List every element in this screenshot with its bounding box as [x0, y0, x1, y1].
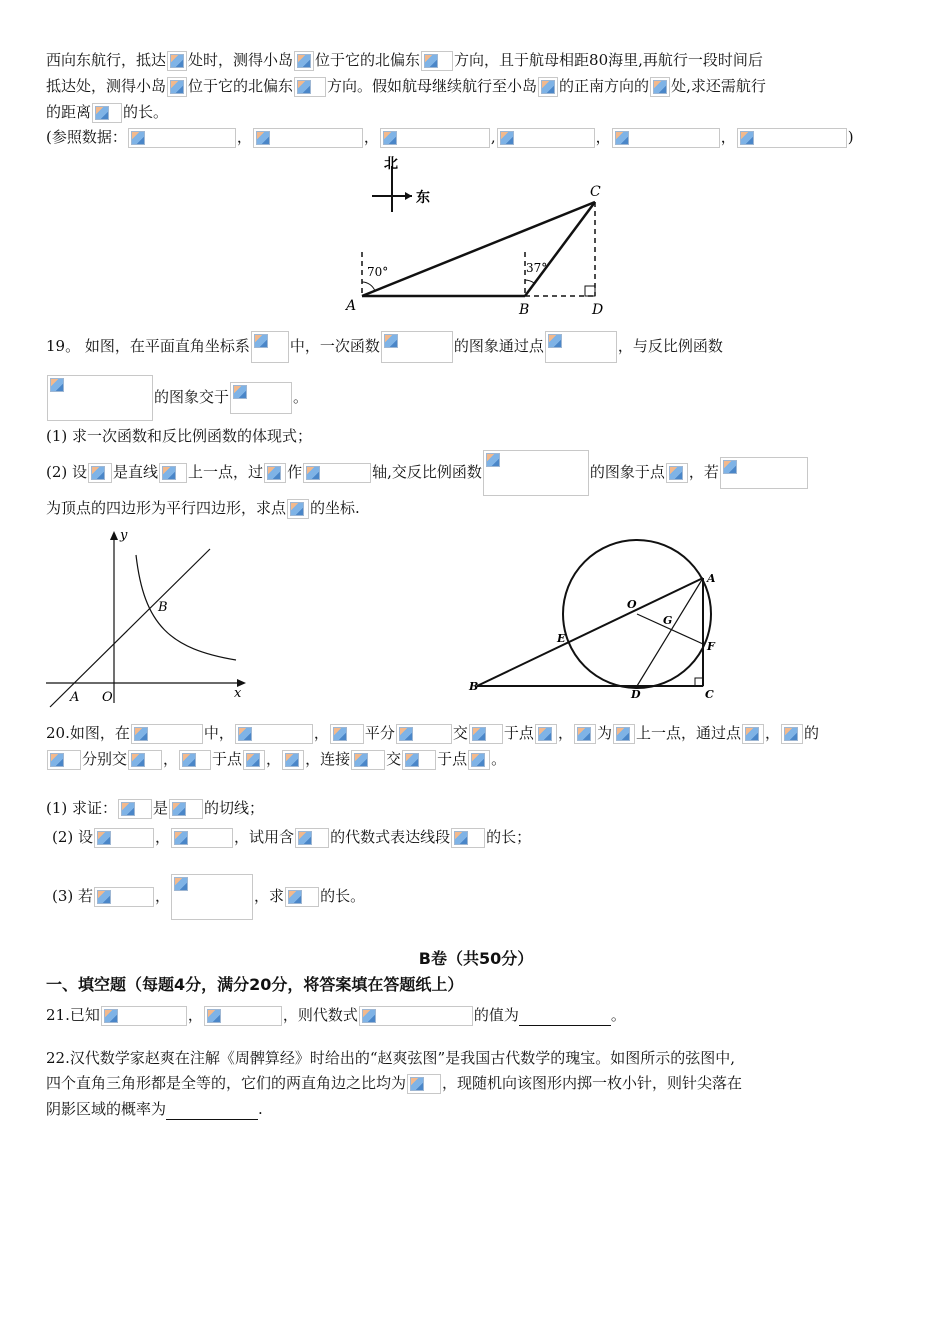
text: 的长。	[123, 103, 169, 121]
text: 于点	[503, 724, 534, 742]
formula-image-icon	[742, 724, 764, 744]
text: ，	[155, 887, 171, 905]
text: 为顶点的四边形为平行四边形，求点	[46, 499, 287, 517]
label-A: A	[346, 298, 357, 314]
text: (参照数据：	[46, 128, 127, 146]
q18-line3	[46, 101, 906, 123]
q20-part2	[52, 826, 912, 848]
text: 西向东航行，抵达	[46, 51, 167, 69]
text: ，试用含	[234, 828, 295, 846]
formula-image-icon	[94, 828, 154, 848]
formula-image-icon	[167, 77, 187, 97]
formula-image-icon	[574, 724, 596, 744]
formula-image-icon	[47, 375, 153, 421]
text: 交	[386, 750, 402, 768]
label-y: y	[120, 528, 128, 543]
q20-line1	[46, 722, 906, 744]
angle-arc-B	[525, 280, 534, 283]
formula-image-icon	[351, 750, 385, 770]
text: 方向。假如航母继续航行至小岛	[327, 77, 538, 95]
formula-image-icon	[243, 750, 265, 770]
text: ，	[187, 1006, 203, 1024]
q19-line2	[46, 373, 906, 421]
text: ，若	[688, 463, 719, 481]
formula-image-icon	[468, 750, 490, 770]
q19-part1	[46, 425, 906, 447]
text: 中，	[203, 724, 234, 742]
text: (2) 设	[46, 463, 88, 481]
text: ，	[266, 750, 282, 768]
text: 的切线；	[204, 799, 265, 817]
formula-image-icon	[128, 128, 236, 148]
text: 的正南方向的	[559, 77, 650, 95]
formula-image-icon	[469, 724, 503, 744]
text: 的图象通过点	[453, 337, 544, 355]
label-D: D	[592, 302, 604, 318]
text: 处,求还需航行	[671, 77, 766, 95]
text: 于点	[212, 750, 243, 768]
formula-image-icon	[118, 799, 152, 819]
formula-image-icon	[781, 724, 803, 744]
formula-image-icon	[545, 331, 617, 363]
formula-image-icon	[330, 724, 364, 744]
text: 抵达处，测得小岛	[46, 77, 167, 95]
text: ，则代数式	[282, 1006, 358, 1024]
text: ，	[595, 128, 611, 146]
formula-image-icon	[264, 463, 286, 483]
text: (1) 求一次函数和反比例函数的体现式；	[46, 427, 313, 445]
q19-part2b	[46, 497, 906, 519]
text: ，与反比例函数	[617, 337, 723, 355]
angle-arc-A	[362, 282, 375, 291]
formula-image-icon	[294, 51, 314, 71]
text: 的图象交于	[154, 388, 230, 406]
text: 分别交	[82, 750, 128, 768]
text: 方向，且于航母相距80海里,再航行一段时间后	[454, 51, 763, 69]
text: 中，一次函数	[289, 337, 380, 355]
formula-image-icon	[612, 128, 720, 148]
text: ，	[557, 724, 573, 742]
formula-image-icon	[101, 1006, 187, 1026]
formula-image-icon	[407, 1074, 441, 1094]
label-A: A	[707, 572, 716, 585]
text: ，现随机向该图形内掷一枚小针，则针尖落在	[442, 1074, 743, 1092]
q22-line3	[46, 1098, 906, 1120]
right-angle-mark	[585, 286, 595, 296]
formula-image-icon	[294, 77, 326, 97]
text: 。	[610, 1006, 626, 1024]
text: 的	[804, 724, 820, 742]
q21	[46, 1004, 906, 1026]
text: 阴影区域的概率为	[46, 1100, 167, 1118]
q20-part1	[46, 797, 906, 819]
q19-line1	[46, 331, 906, 361]
formula-image-icon	[720, 457, 808, 489]
label-O: O	[102, 690, 113, 705]
q18-reference-data	[46, 126, 906, 148]
text: 交	[452, 724, 468, 742]
formula-image-icon	[285, 887, 319, 907]
formula-image-icon	[171, 828, 233, 848]
label-G: G	[663, 614, 673, 627]
answer-blank[interactable]	[166, 1101, 258, 1120]
text: )	[847, 128, 854, 146]
text: 处时，测得小岛	[188, 51, 294, 69]
text: ,	[490, 128, 496, 146]
section-b-title: B卷（共50分）	[418, 949, 534, 968]
right-angle-mark	[695, 678, 703, 686]
text: 的距离	[46, 103, 92, 121]
label-A: A	[70, 690, 80, 705]
label-north: 北	[384, 156, 398, 172]
label-angle-70: 70°	[367, 265, 389, 279]
text: 位于它的北偏东	[315, 51, 421, 69]
formula-image-icon	[421, 51, 453, 71]
text: 的值为	[473, 1006, 519, 1024]
section-b-heading: 一、填空题（每题4分，满分20分，将答案填在答题纸上）	[46, 975, 464, 994]
formula-image-icon	[253, 128, 363, 148]
label-B: B	[469, 680, 479, 693]
formula-image-icon	[47, 750, 81, 770]
text: ，	[720, 128, 736, 146]
text: ，	[363, 128, 379, 146]
text: 位于它的北偏东	[188, 77, 294, 95]
formula-image-icon	[94, 887, 154, 907]
text: 21.已知	[46, 1006, 100, 1024]
formula-image-icon	[230, 382, 292, 414]
formula-image-icon	[359, 1006, 473, 1026]
q20-part3	[52, 872, 912, 920]
label-D: D	[631, 688, 641, 701]
text: (1) 求证：	[46, 799, 118, 817]
segment-BA	[477, 578, 703, 686]
formula-image-icon	[402, 750, 436, 770]
text: (3) 若	[52, 887, 94, 905]
y-axis-arrow-icon	[110, 531, 118, 540]
text: 上一点，通过点	[635, 724, 741, 742]
label-B: B	[519, 302, 530, 318]
text: 作	[287, 463, 303, 481]
formula-image-icon	[497, 128, 595, 148]
text: 是	[153, 799, 169, 817]
text: 的长；	[486, 828, 532, 846]
formula-image-icon	[171, 874, 253, 920]
answer-blank[interactable]	[519, 1007, 611, 1026]
label-angle-37: 37°	[526, 261, 548, 275]
text: ，	[236, 128, 252, 146]
label-C: C	[590, 184, 601, 200]
text: 于点	[437, 750, 468, 768]
formula-image-icon	[88, 463, 112, 483]
formula-image-icon	[483, 450, 589, 496]
text: 是直线	[113, 463, 159, 481]
text: (2) 设	[52, 828, 94, 846]
q18-line2	[46, 75, 906, 97]
text: ，	[313, 724, 329, 742]
east-arrow-icon	[405, 192, 412, 200]
formula-image-icon	[282, 750, 304, 770]
text: 的坐标.	[310, 499, 360, 517]
label-x: x	[234, 686, 242, 701]
formula-image-icon	[666, 463, 688, 483]
formula-image-icon	[613, 724, 635, 744]
text: ，连接	[305, 750, 351, 768]
label-O: O	[627, 598, 637, 611]
formula-image-icon	[737, 128, 847, 148]
q19-part2	[46, 448, 906, 496]
text: 平分	[364, 724, 395, 742]
formula-image-icon	[538, 77, 558, 97]
q20-figure	[465, 532, 725, 702]
formula-image-icon	[128, 750, 162, 770]
text: 轴,交反比例函数	[372, 463, 482, 481]
text: 19。 如图，在平面直角坐标系	[46, 337, 250, 355]
text: 上一点，过	[188, 463, 264, 481]
formula-image-icon	[235, 724, 313, 744]
formula-image-icon	[167, 51, 187, 71]
formula-image-icon	[179, 750, 211, 770]
text: ，	[155, 828, 171, 846]
q19-figure	[40, 525, 255, 710]
formula-image-icon	[169, 799, 203, 819]
q22-line1: 22.汉代数学家赵爽在注解《周髀算经》时给出的“赵爽弦图”是我国古代数学的瑰宝。如图所示的弦图中,	[46, 1049, 735, 1067]
formula-image-icon	[287, 499, 309, 519]
formula-image-icon	[381, 331, 453, 363]
label-E: E	[557, 632, 566, 645]
label-east: 东	[416, 190, 430, 206]
text: .	[258, 1100, 263, 1118]
text: 四个直角三角形都是全等的，它们的两直角边之比均为	[46, 1074, 407, 1092]
q22-line2	[46, 1072, 906, 1094]
q18-line1	[46, 49, 906, 71]
formula-image-icon	[535, 724, 557, 744]
text: 20.如图，在	[46, 724, 130, 742]
text: 。	[293, 388, 309, 406]
text: ，	[163, 750, 179, 768]
formula-image-icon	[295, 828, 329, 848]
label-B: B	[158, 600, 168, 615]
formula-image-icon	[204, 1006, 282, 1026]
text: 为	[596, 724, 612, 742]
formula-image-icon	[650, 77, 670, 97]
formula-image-icon	[159, 463, 187, 483]
text: 的长。	[320, 887, 366, 905]
q18-figure	[340, 152, 630, 322]
formula-image-icon	[396, 724, 452, 744]
formula-image-icon	[380, 128, 490, 148]
q20-line2	[46, 748, 906, 770]
text: ，	[764, 724, 780, 742]
label-C: C	[705, 688, 714, 701]
formula-image-icon	[451, 828, 485, 848]
text: ，求	[254, 887, 285, 905]
text: 的图象于点	[589, 463, 665, 481]
formula-image-icon	[131, 724, 203, 744]
formula-image-icon	[303, 463, 371, 483]
text: 的代数式表达线段	[330, 828, 451, 846]
formula-image-icon	[251, 331, 289, 363]
formula-image-icon	[92, 103, 122, 123]
text: 。	[491, 750, 507, 768]
label-F: F	[707, 640, 715, 653]
